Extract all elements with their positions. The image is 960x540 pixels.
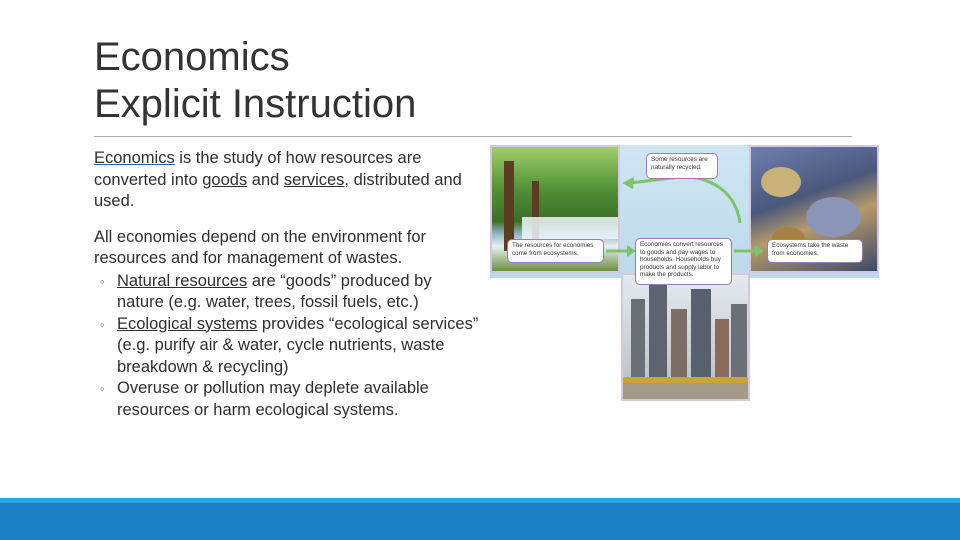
definition-end: , distributed and used. [94, 170, 462, 210]
bullet-natural-resources [100, 271, 479, 314]
bullet-overuse [100, 378, 479, 421]
definition-paragraph [94, 148, 479, 213]
environment-paragraph: All economies depend on the environment for resources and for management of wastes. [94, 227, 427, 267]
title-divider [94, 136, 852, 137]
label-economies-convert: Economies convert resources to goods and pay wages to households. Households buy products and supply labor to make the products. [635, 238, 732, 285]
recycle-arrowhead [622, 177, 634, 189]
bullet-text: Overuse or pollution may deplete available resources or harm ecological systems. [117, 379, 429, 419]
bullet-text: are “goods” produced by nature (e.g. water, trees, fossil fuels, etc.) [117, 271, 432, 311]
bullet-marker: ◦ [100, 316, 105, 332]
economy-ecosystem-diagram [490, 145, 879, 401]
slide-title [94, 34, 416, 128]
bullet-ecological-systems [100, 314, 479, 379]
bullet-text: provides “ecological services” (e.g. purify air & water, cycle nutrients, waste breakdown & recycling) [117, 314, 479, 376]
waste-arrowhead [755, 245, 764, 257]
label-resources-from-ecosystems: The resources for economies come from ecosystems. [507, 239, 604, 263]
recycle-arrow [630, 177, 740, 223]
bullet-term: Natural resources [117, 271, 248, 290]
bullet-marker: ◦ [100, 381, 105, 396]
services-term: services [283, 170, 345, 189]
bullet-term: Ecological systems [117, 314, 258, 333]
goods-term: goods [202, 170, 248, 189]
economics-link[interactable]: Economics [94, 149, 175, 167]
definition-and: and [247, 170, 284, 189]
title-line-1: Economics [94, 35, 290, 79]
label-naturally-recycled: Some resources are naturally recycled. [646, 153, 718, 179]
footer-band [0, 498, 960, 540]
label-ecosystems-take-waste: Ecosystems take the waste from economies. [767, 239, 863, 263]
title-line-2: Explicit Instruction [94, 82, 417, 126]
definition-text: is the study of how resources are converted into [94, 149, 422, 189]
bullet-marker: ◦ [100, 273, 105, 289]
footer-strip [0, 498, 960, 503]
slide-body [94, 148, 479, 421]
bullet-list [94, 271, 479, 422]
